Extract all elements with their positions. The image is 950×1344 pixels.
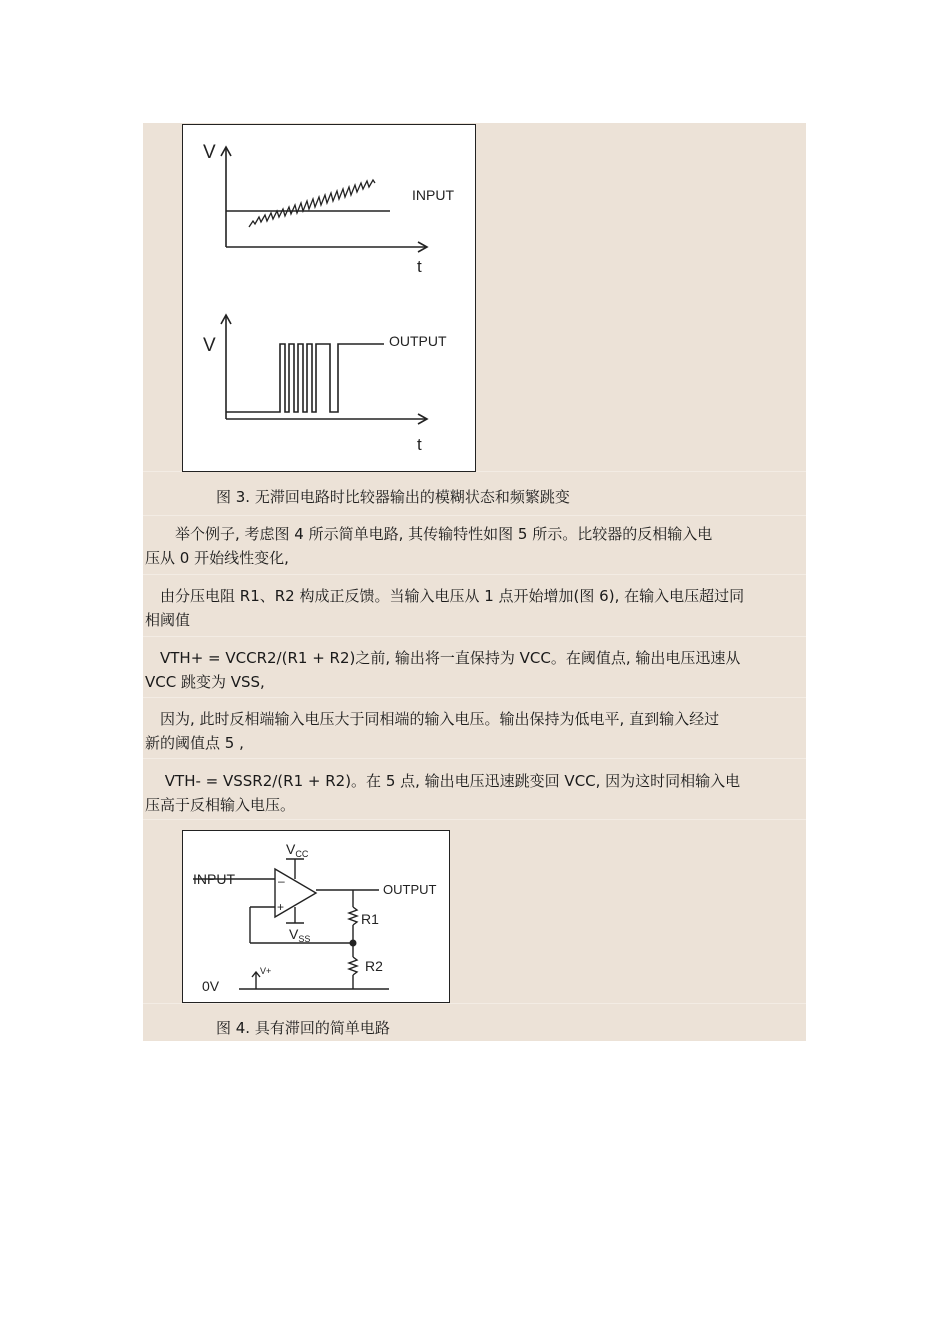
paragraph-line: 新的阈值点 5 ,	[145, 734, 244, 752]
separator	[143, 636, 806, 637]
r1-label: R1	[361, 911, 379, 927]
vcc-label: $V_{CC}$	[286, 841, 309, 859]
output-label: OUTPUT	[389, 333, 447, 349]
paragraph-3	[145, 646, 806, 694]
bottom-v-label: V	[203, 335, 216, 356]
r1-resistor	[349, 907, 357, 925]
paragraph-2	[145, 584, 806, 632]
plus-sign: +	[277, 900, 285, 914]
figure-3-caption: 图 3. 无滞回电路时比较器输出的模糊状态和频繁跳变	[216, 488, 570, 506]
vplus-label: V+	[260, 966, 272, 976]
r2-resistor	[349, 957, 357, 975]
figure-4	[182, 830, 450, 1003]
top-t-label: t	[417, 257, 422, 276]
output-label: OUTPUT	[383, 882, 437, 897]
separator	[143, 697, 806, 698]
separator	[143, 758, 806, 759]
separator	[143, 574, 806, 575]
paragraph-line: 举个例子, 考虑图 4 所示简单电路, 其传输特性如图 5 所示。比较器的反相输入电	[145, 525, 713, 543]
separator	[143, 819, 806, 820]
input-label: INPUT	[193, 871, 235, 887]
separator	[143, 515, 806, 516]
minus-sign: –	[278, 874, 285, 888]
paragraph-line: VCC 跳变为 VSS,	[145, 673, 265, 691]
paragraph-line: 压高于反相输入电压。	[145, 796, 296, 814]
paragraph-1	[145, 522, 806, 570]
top-v-label: V	[203, 142, 216, 163]
figure-3-diagram	[183, 125, 475, 471]
bottom-t-label: t	[417, 435, 422, 454]
paragraph-line: 相阈值	[145, 611, 191, 629]
paragraph-4	[145, 707, 806, 755]
input-signal	[249, 180, 375, 227]
output-signal	[226, 344, 384, 412]
input-label: INPUT	[412, 187, 454, 203]
paragraph-line: 压从 0 开始线性变化,	[145, 549, 289, 567]
paragraph-line: 由分压电阻 R1、R2 构成正反馈。当输入电压从 1 点开始增加(图 6), 在输入电压超过同	[145, 587, 745, 605]
figure-4-circuit	[183, 831, 449, 1002]
junction-dot	[350, 940, 357, 947]
paragraph-line: VTH+ = VCCR2/(R1 + R2)之前, 输出将一直保持为 VCC。在阈值点, 输出电压迅速从	[145, 649, 741, 667]
paragraph-line: VTH- = VSSR2/(R1 + R2)。在 5 点, 输出电压迅速跳变回 VCC, 因为这时同相输入电	[145, 772, 741, 790]
vss-label: $V_{SS}$	[289, 926, 311, 944]
figure-3	[182, 124, 476, 472]
paragraph-line: 因为, 此时反相端输入电压大于同相端的输入电压。输出保持为低电平, 直到输入经过	[145, 710, 720, 728]
r2-label: R2	[365, 958, 383, 974]
paragraph-5	[145, 769, 806, 817]
zero-v-label: 0V	[202, 978, 220, 994]
figure-4-caption: 图 4. 具有滞回的简单电路	[216, 1019, 390, 1037]
